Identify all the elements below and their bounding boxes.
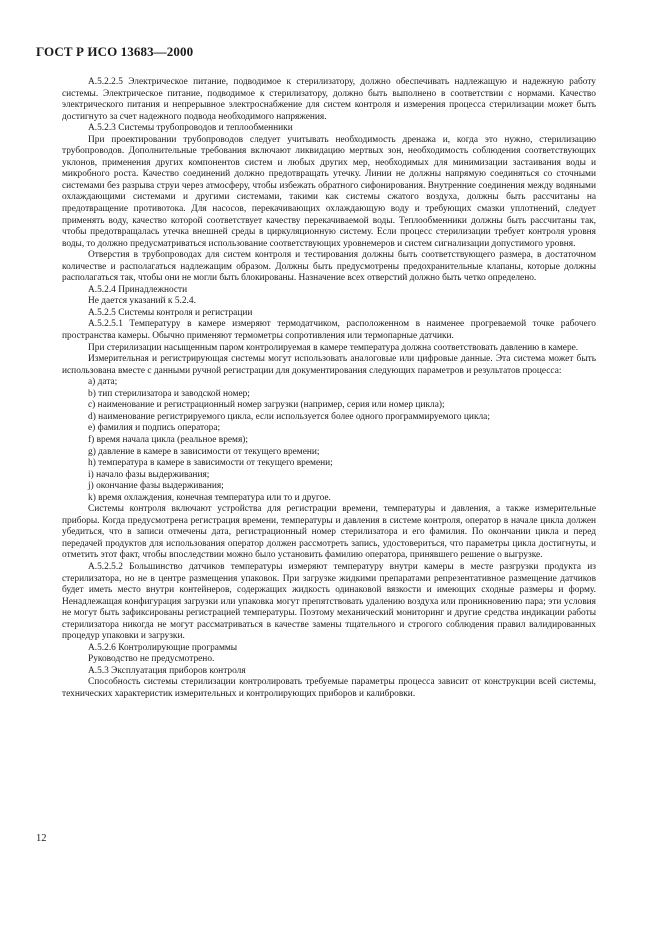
document-body	[62, 77, 596, 701]
paragraph: А.5.2.5.2 Большинство датчиков температуры измеряют температуру внутри камеры в месте разгрузки продукта из стерилизатора, но не в центре размещения упаковок. При загрузке жидкими препаратами репрезентативное размещение датчиков будет иметь место внутри контейнеров, содержащих жидкость одинаковой вязкости и имеющих сходные размеры и форму. Ненадлежащая конфигурация загрузки или упаковка могут препятствовать удалению воздуха или проникновению пара; эти условия не могут быть зафиксированы регистрацией температуры. Поэтому механический мониторинг и другие средства индикации работы стерилизатора никогда не могут рассматриваться в качестве замены тщательного и строгого соблюдения правил валидированных процедур упаковки и загрузки.	[62, 561, 596, 642]
paragraph: Отверстия в трубопроводах для систем контроля и тестирования должны быть соответствующего размера, в достаточном количестве и располагаться надлежащим образом. Должны быть предусмотрены предохранительные клапаны, которые должны располагаться так, чтобы они не могли быть блокированы. Назначение всех отверстий должно быть четко определено.	[62, 250, 596, 284]
list-item: c) наименование и регистрационный номер загрузки (например, серия или номер цикла);	[88, 400, 445, 411]
paragraph: Способность системы стерилизации контролировать требуемые параметры процесса зависит от конструкции всей системы, технических характеристик измерительных и контролирующих приборов и калибровки.	[62, 677, 596, 699]
paragraph: При стерилизации насыщенным паром контролируемая в камере температура должна соответствовать давлению в камере.	[88, 342, 579, 353]
section-heading: Руководство не предусмотрено.	[88, 654, 215, 665]
list-item: i) начало фазы выдерживания;	[88, 469, 210, 480]
section-heading: Не дается указаний к 5.2.4.	[88, 296, 196, 307]
list-item: e) фамилия и подпись оператора;	[88, 423, 221, 434]
list-item: j) окончание фазы выдерживания;	[88, 481, 224, 492]
list-item: d) наименование регистрируемого цикла, если используется более одного программируемого цикла;	[88, 411, 490, 422]
paragraph: А.5.2.2.5 Электрическое питание, подводимое к стерилизатору, должно обеспечивать надлежащую и надежную работу системы. Электрическое питание, подводимое к стерилизатору, должно быть выполнено в соответствии с нормами. Качество электрического питания и непрерывное электроснабжение для систем контроля и измерения процесса стерилизации может быть достигнуто за счет надежного подвода необходимого напряжения.	[62, 77, 596, 122]
page-number: 12	[36, 833, 47, 844]
paragraph: А.5.2.5.1 Температуру в камере измеряют термодатчиком, расположенном в наименее прогреваемой точке рабочего пространства камеры. Обычно применяют термометры сопротивления или термопарные датчики.	[62, 319, 596, 342]
section-heading: А.5.2.5 Системы контроля и регистрации	[88, 307, 253, 318]
list-item: g) давление в камере в зависимости от текущего времени;	[88, 446, 320, 457]
list-item: k) время охлаждения, конечная температура или то и другое.	[88, 492, 331, 503]
list-item: b) тип стерилизатора и заводской номер;	[88, 388, 250, 399]
paragraph: При проектировании трубопроводов следует учитывать необходимость дренажа и, когда это нужно, стерилизацию трубопроводов. Дополнительные требования включают ликвидацию мертвых зон, необходимость соблюдения соответствующих уклонов, применения других компонентов систем и любых других мер, необходимых для минимизации застаивания воды и микробного роста. Качество соединений должно предотвращать утечку. Линии не должны напрямую соединяться со сточными системами без разрыва струи через атмосферу, чтобы избежать обратного сифонирования. Внутренние соединения между водяными охлаждающими системами и другими системами, такими как системы сжатого воздуха, должны быть рассчитаны на предотвращение противотока. Для насосов, перекачивающих охлаждающую воду и требующих смазки уплотнений, следует применять воду, качество которой соответствует качеству перекачиваемой воды. Теплообменники должны быть рассчитаны так, чтобы предотвращалась утечка внешней среды в циркуляционную систему. Если процесс стерилизации требует контроля уровня воды, то должно предусматриваться использование соответствующих уровнемеров и систем сигнализации допустимого уровня.	[62, 134, 596, 249]
paragraph: Измерительная и регистрирующая системы могут использовать аналоговые или цифровые данные. Эта система может быть использована вместе с данными ручной регистрации для документирования следующих параметров и результатов процесса:	[62, 354, 596, 376]
list-item: a) дата;	[88, 377, 118, 388]
list-item: h) температура в камере в зависимости от текущего времени;	[88, 458, 333, 469]
section-heading: А.5.2.6 Контролирующие программы	[88, 642, 238, 653]
section-heading: А.5.3 Эксплуатация приборов контроля	[88, 665, 246, 676]
list-item: f) время начала цикла (реальное время);	[88, 434, 249, 445]
section-heading: А.5.2.4 Принадлежности	[88, 284, 188, 295]
standard-title: ГОСТ Р ИСО 13683—2000	[36, 44, 194, 59]
section-heading: А.5.2.3 Системы трубопроводов и теплообменники	[88, 123, 293, 134]
paragraph: Системы контроля включают устройства для регистрации времени, температуры и давления, а также измерительные приборы. Когда предусмотрена регистрация времени, температуры и давления в системе контроля, оператор в начале цикла должен убедиться, что в записи отмечены дата, регистрационный номер стерилизатора и его фамилия. По окончании цикла и перед передачей продуктов для использования оператор должен рассмотреть запись, удостовериться, что параметры цикла достигнуты, и отметить этот факт, чтобы впоследствии можно было установить фамилию оператора, принявшего решение о выгрузке.	[62, 504, 596, 561]
